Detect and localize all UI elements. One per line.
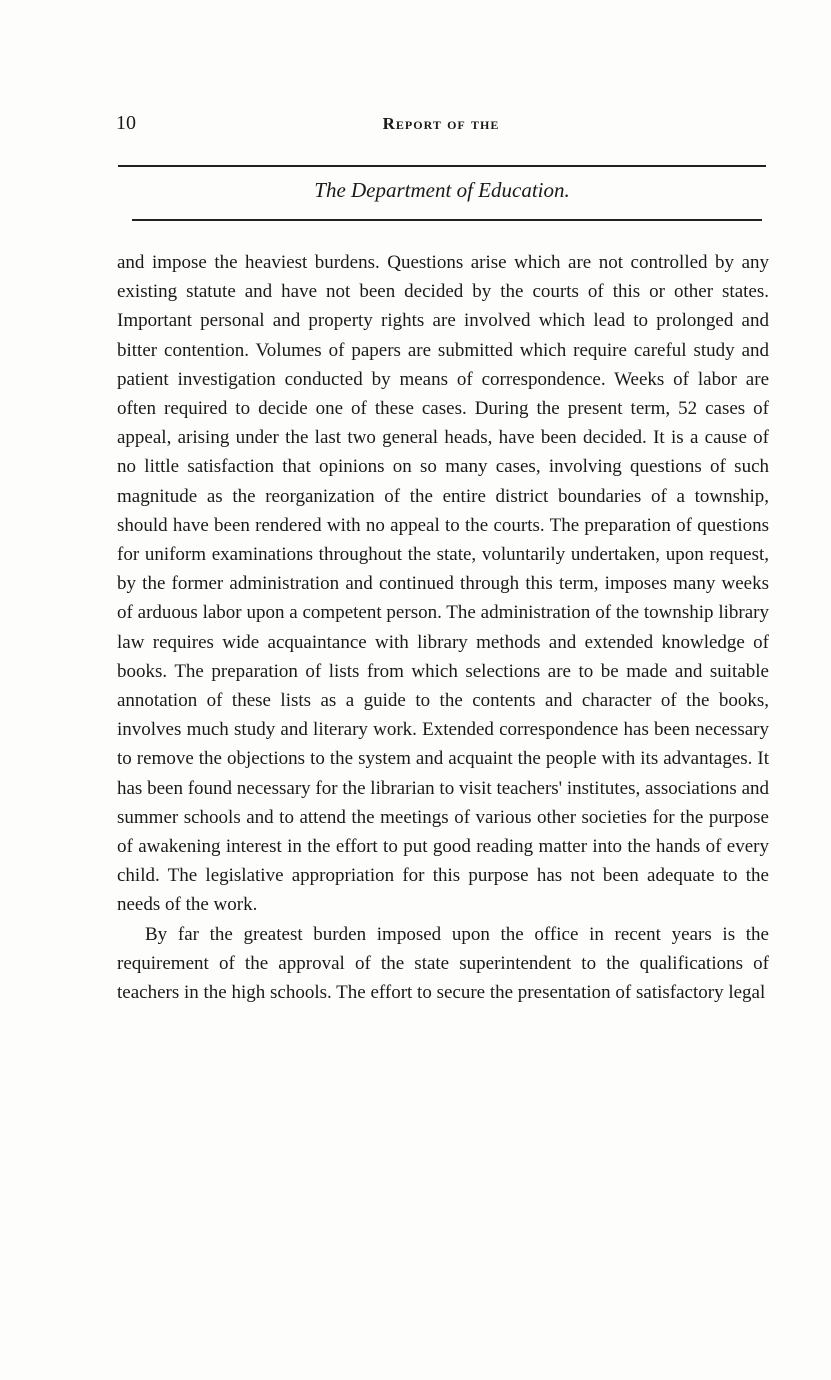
- page-number: 10: [116, 112, 136, 134]
- running-title: Report of the: [382, 114, 500, 133]
- body-text: [117, 248, 769, 1007]
- header-rule-bottom: [132, 219, 762, 221]
- header-rule-top: [118, 165, 766, 167]
- paragraph-continued: and impose the heaviest burdens. Questions arise which are not controlled by any existing statute and have not been decided by the courts of this or other states. Important personal and property rights are involved which lead to prolonged and bitter contention. Volumes of papers are submitted which require careful study and patient investigation conducted by means of correspondence. Weeks of labor are often required to decide one of these cases. During the present term, 52 cases of appeal, arising under the last two general heads, have been decided. It is a cause of no little satisfaction that opinions on so many cases, involving questions of such magnitude as the reorganization of the entire district boundaries of a township, should have been rendered with no appeal to the courts. The preparation of questions for uniform examinations throughout the state, voluntarily undertaken, upon request, by the former administration and continued through this term, imposes many weeks of arduous labor upon a competent person. The administration of the township library law requires wide acquaintance with library methods and extended knowledge of books. The preparation of lists from which selections are to be made and suitable annotation of these lists as a guide to the contents and character of the books, involves much study and literary work. Extended correspondence has been necessary to remove the objections to the system and acquaint the people with its advantages. It has been found necessary for the librarian to visit teachers' institutes, associations and summer schools and to attend the meetings of various other societies for the purpose of awakening interest in the effort to put good reading matter into the hands of every child. The legislative appropriation for this purpose has not been adequate to the needs of the work.: [117, 252, 769, 916]
- running-head: [116, 112, 766, 140]
- paragraph-new: By far the greatest burden imposed upon the office in recent years is the requirement of the approval of the state superintendent to the qualifications of teachers in the high schools. The effort to secure the presentation of satisfactory legal: [117, 923, 769, 1004]
- section-title: The Department of Education.: [314, 178, 570, 202]
